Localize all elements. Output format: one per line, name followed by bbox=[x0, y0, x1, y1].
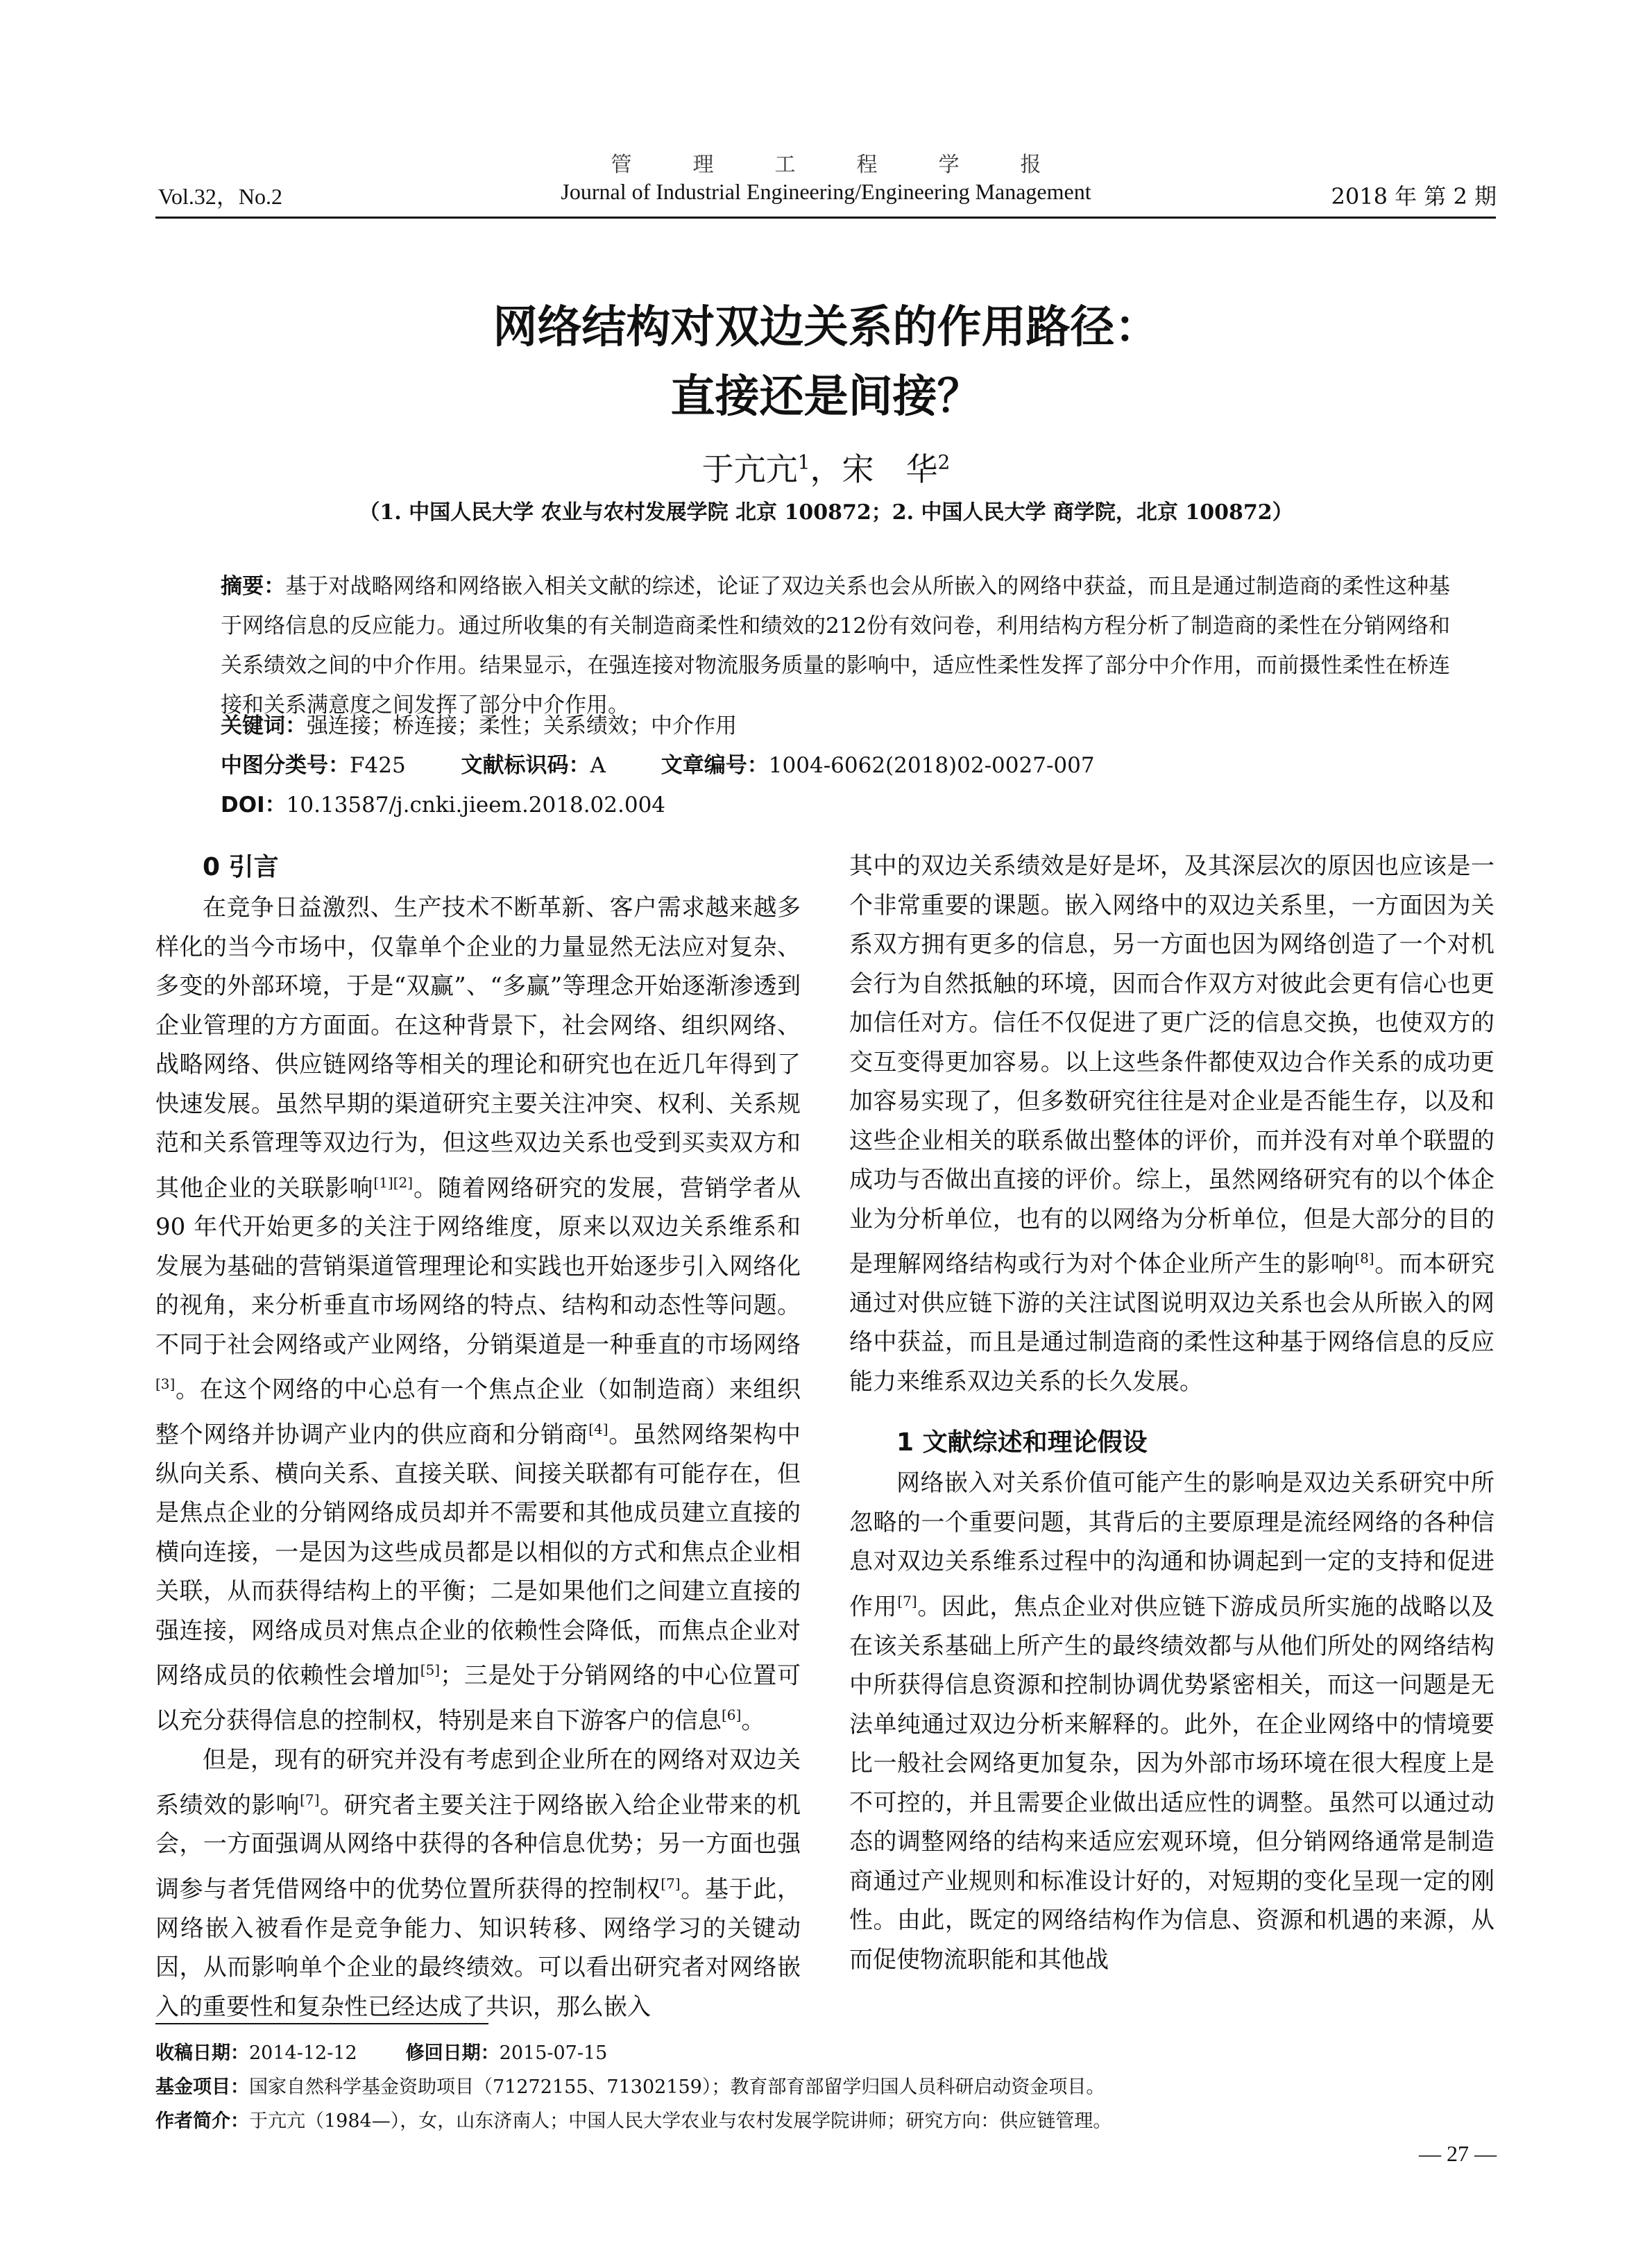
author-1: 于亢亢 bbox=[701, 450, 798, 488]
keywords bbox=[221, 706, 1450, 746]
author-2: 宋 华 bbox=[842, 450, 938, 488]
paragraph bbox=[849, 847, 1495, 1401]
classification-line bbox=[221, 746, 1450, 786]
affiliations: （1. 中国人民大学 农业与农村发展学院 北京 100872；2. 中国人民大学 商学院，北京 100872） bbox=[359, 500, 1293, 525]
page-number: — 27 — bbox=[1419, 2141, 1497, 2166]
paragraph-text: 。基于此，网络嵌入被看作是竞争能力、知识转移、网络学习的关键动因，从而影响单个企业的最终绩效。可以看出研究者对网络嵌入的重要性和复杂性已经达成了共识，那么嵌入 bbox=[155, 1875, 801, 2021]
footnote-author-bio bbox=[155, 2106, 1496, 2133]
doi-value: 10.13587/j.cnki.jieem.2018.02.004 bbox=[286, 793, 666, 818]
funding-text: 国家自然科学基金资助项目（71272155、71302159）；教育部育部留学归国人员科研启动资金项目。 bbox=[249, 2076, 1105, 2098]
section-heading-literature-review: 1 文献综述和理论假设 bbox=[896, 1428, 1148, 1457]
paragraph bbox=[849, 1464, 1495, 1979]
footnote-dates bbox=[155, 2038, 1496, 2065]
keywords-label: 关键词： bbox=[221, 713, 307, 738]
citation: [7] bbox=[897, 1592, 917, 1609]
paragraph bbox=[155, 1741, 801, 2026]
revised-label: 修回日期： bbox=[405, 2042, 500, 2064]
paragraph-text: 但是，现有的研究并没有考虑到企业所在的网络对双边关系绩效的影响 bbox=[155, 1746, 801, 1819]
author-list bbox=[0, 444, 1652, 490]
citation: [4] bbox=[588, 1421, 608, 1438]
doi-line bbox=[221, 786, 1450, 825]
clc-value: F425 bbox=[350, 753, 406, 778]
paragraph-text: 。虽然网络架构中纵向关系、横向关系、直接关联、间接关联都有可能存在，但是焦点企业的分销网络成员却并不需要和其他成员建立直接的横向连接，一是因为这些成员都是以相似的方式和焦点企业相关联，从而获得结构上的平衡；二是如果他们之间建立直接的强连接，网络成员对焦点企业的依赖性会降低，而焦点企业对网络成员的依赖性会增加 bbox=[155, 1421, 801, 1690]
author-separator: ， bbox=[810, 450, 842, 488]
paragraph-text: 。因此，焦点企业对供应链下游成员所实施的战略以及在该关系基础上所产生的最终绩效都与从他们所处的网络结构中所获得信息资源和控制协调优势紧密相关，而这一问题是无法单纯通过双边分析来解释的。此外，在企业网络中的情境要比一般社会网络更加复杂，因为外部市场环境在很大程度上是不可控的，并且需要企业做出适应性的调整。虽然可以通过动态的调整网络的结构来适应宏观环境，但分销网络通常是制造商通过产业规则和标准设计好的，对短期的变化呈现一定的刚性。由此，既定的网络结构作为信息、资源和机遇的来源，从而促使物流职能和其他战 bbox=[849, 1593, 1495, 1974]
body-column-right bbox=[849, 847, 1495, 1979]
paragraph-text: 。在这个网络的中心总有一个焦点企业（如制造商）来组织整个网络并协调产业内的供应商和分销商 bbox=[155, 1376, 801, 1449]
keywords-text: 强连接；桥连接；柔性；关系绩效；中介作用 bbox=[307, 713, 737, 738]
paragraph-text: 网络嵌入对关系价值可能产生的影响是双边关系研究中所忽略的一个重要问题，其背后的主要原理是流经网络的各种信息对双边关系维系过程中的沟通和协调起到一定的支持和促进作用 bbox=[849, 1469, 1495, 1621]
received-date: 2014-12-12 bbox=[249, 2042, 357, 2064]
citation: [6] bbox=[722, 1707, 742, 1724]
article-number-value: 1004-6062(2018)02-0027-007 bbox=[768, 753, 1095, 778]
paragraph-text: 其中的双边关系绩效是好是坏，及其深层次的原因也应该是一个非常重要的课题。嵌入网络中的双边关系里，一方面因为关系双方拥有更多的信息，另一方面也因为网络创造了一个对机会行为自然抵触的环境，因而合作双方对彼此会更有信心也更加信任对方。信任不仅促进了更广泛的信息交换，也使双方的交互变得更加容易。以上这些条件都使双边合作关系的成功更加容易实现了，但多数研究往往是对企业是否能生存，以及和这些企业相关的联系做出整体的评价，而并没有对单个联盟的成功与否做出直接的评价。综上，虽然网络研究有的以个体企业为分析单位，也有的以网络为分析单位，但是大部分的目的是理解网络结构或行为对个体企业所产生的影响 bbox=[849, 852, 1495, 1278]
doc-code-value: A bbox=[590, 753, 606, 778]
year-issue: 2018 年 第 2 期 bbox=[1331, 183, 1497, 210]
header-rule bbox=[155, 217, 1496, 219]
citation: [7] bbox=[661, 1874, 681, 1892]
citation: [1][2] bbox=[373, 1174, 414, 1191]
citation: [5] bbox=[420, 1661, 441, 1679]
paragraph-text: 。而本研究通过对供应链下游的关注试图说明双边关系也会从所嵌入的网络中获益，而且是通过制造商的柔性这种基于网络信息的反应能力来维系双边关系的长久发展。 bbox=[849, 1250, 1495, 1396]
citation: [7] bbox=[300, 1791, 320, 1808]
doi-label: DOI： bbox=[221, 793, 287, 818]
abstract-text: 基于对战略网络和网络嵌入相关文献的综述，论证了双边关系也会从所嵌入的网络中获益，而且是通过制造商的柔性这种基于网络信息的反应能力。通过所收集的有关制造商柔性和绩效的212份有效问卷，利用结构方程分析了制造商的柔性在分销网络和关系绩效之间的中介作用。结果显示，在强连接对物流服务质量的影响中，适应性柔性发挥了部分中介作用，而前摄性柔性在桥连接和关系满意度之间发挥了部分中介作用。 bbox=[221, 574, 1451, 718]
citation: [3] bbox=[155, 1376, 176, 1393]
journal-name-chinese: 管理工程学报 bbox=[611, 153, 1102, 177]
paragraph-text: 。研究者主要关注于网络嵌入给企业带来的机会，一方面强调从网络中获得的各种信息优势；另一方面也强调参与者凭借网络中的优势位置所获得的控制权 bbox=[155, 1791, 801, 1904]
author-2-affil-mark: 2 bbox=[937, 450, 951, 474]
paragraph bbox=[155, 888, 801, 1741]
citation: [8] bbox=[1354, 1250, 1374, 1267]
funding-label: 基金项目： bbox=[155, 2076, 249, 2098]
paragraph-text: ；三是处于分销网络的中心位置可以充分获得信息的控制权，特别是来自下游客户的信息 bbox=[155, 1661, 801, 1735]
journal-name-english: Journal of Industrial Engineering/Engineering Management bbox=[561, 179, 1091, 204]
author-bio-text: 于亢亢（1984—），女，山东济南人；中国人民大学农业与农村发展学院讲师；研究方向：供应链管理。 bbox=[249, 2110, 1112, 2132]
abstract bbox=[221, 567, 1450, 725]
volume-issue: Vol.32，No.2 bbox=[158, 184, 282, 209]
paragraph-text: 在竞争日益激烈、生产技术不断革新、客户需求越来越多样化的当今市场中，仅靠单个企业的力量显然无法应对复杂、多变的外部环境，于是“双赢”、“多赢”等理念开始逐渐渗透到企业管理的方方面面。在这种背景下，社会网络、组织网络、战略网络、供应链网络等相关的理论和研究也在近几年得到了快速发展。虽然早期的渠道研究主要关注冲突、权利、关系规范和关系管理等双边行为，但这些双边关系也受到买卖双方和其他企业的关联影响 bbox=[155, 894, 801, 1202]
paragraph-text: 。随着网络研究的发展，营销学者从 90 年代开始更多的关注于网络维度，原来以双边关系维系和发展为基础的营销渠道管理理论和实践也开始逐步引入网络化的视角，来分析垂直市场网络的特点、结构和动态性等问题。不同于社会网络或产业网络，分销渠道是一种垂直的市场网络 bbox=[155, 1174, 801, 1359]
section-heading-introduction: 0 引言 bbox=[203, 853, 279, 881]
paragraph-text: 。 bbox=[741, 1707, 765, 1735]
article-title-line2: 直接还是间接？ bbox=[670, 371, 982, 423]
author-1-affil-mark: 1 bbox=[797, 450, 810, 474]
revised-date: 2015-07-15 bbox=[499, 2042, 608, 2064]
body-column-left bbox=[155, 847, 801, 2026]
footnote-rule bbox=[155, 2023, 488, 2024]
author-bio-label: 作者简介： bbox=[155, 2110, 249, 2132]
received-label: 收稿日期： bbox=[155, 2042, 249, 2064]
clc-label: 中图分类号： bbox=[221, 753, 350, 778]
abstract-label: 摘要： bbox=[221, 574, 286, 599]
article-title-line1: 网络结构对双边关系的作用路径： bbox=[493, 302, 1159, 353]
footnote-funding bbox=[155, 2072, 1496, 2099]
article-number-label: 文章编号： bbox=[661, 753, 769, 778]
doc-code-label: 文献标识码： bbox=[461, 753, 590, 778]
